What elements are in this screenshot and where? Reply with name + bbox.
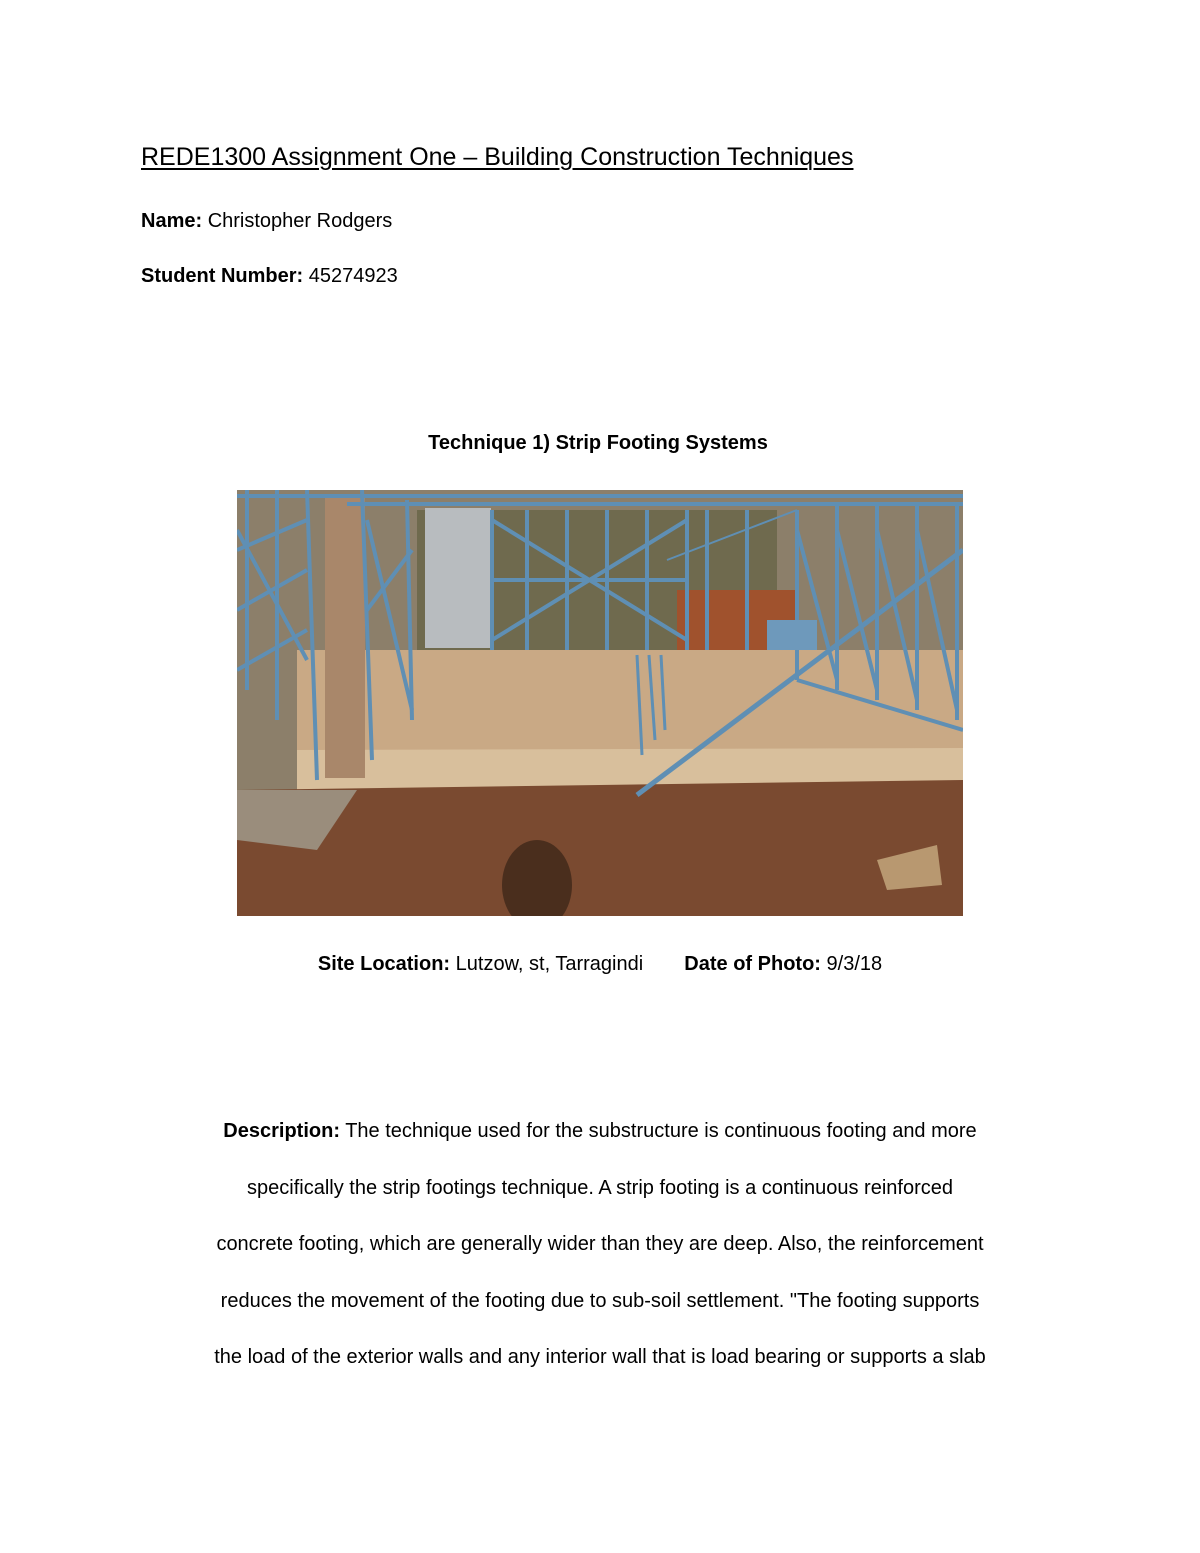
concrete-post: [325, 498, 365, 778]
description-line: the load of the exterior walls and any interior wall that is load bearing or supports a slab: [214, 1346, 986, 1368]
document-title: REDE1300 Assignment One – Building Construction Techniques: [141, 143, 854, 171]
name-label: Name:: [141, 210, 203, 232]
description-line: [141, 1103, 1059, 1160]
student-number-value: 45274923: [308, 265, 398, 287]
student-number-label: Student Number:: [141, 265, 304, 287]
grey-wall-panel: [425, 508, 491, 648]
name-value: Christopher Rodgers: [207, 210, 393, 232]
photo-meta: [0, 953, 1200, 976]
description-line: specifically the strip footings technique. A strip footing is a continuous reinforced: [247, 1176, 953, 1199]
description-text: The technique used for the substructure is continuous footing and more: [345, 1120, 977, 1142]
site-photo-illustration: [237, 490, 963, 916]
name-field: [141, 210, 392, 233]
student-number-field: [141, 265, 398, 288]
description-label: Description:: [223, 1120, 340, 1142]
description-line: concrete footing, which are generally wider than they are deep. Also, the reinforcement: [216, 1233, 984, 1255]
site-photo: [237, 490, 963, 916]
date-label: Date of Photo:: [684, 953, 821, 975]
site-location-value: Lutzow, st, Tarragindi: [455, 953, 644, 975]
description-paragraph: [141, 1103, 1059, 1386]
stacked-frames: [767, 620, 817, 650]
site-location-label: Site Location:: [317, 953, 451, 975]
date-value: 9/3/18: [826, 953, 883, 975]
technique-heading: Technique 1) Strip Footing Systems: [428, 432, 768, 454]
description-line: reduces the movement of the footing due to sub-soil settlement. "The footing supports: [220, 1289, 980, 1312]
